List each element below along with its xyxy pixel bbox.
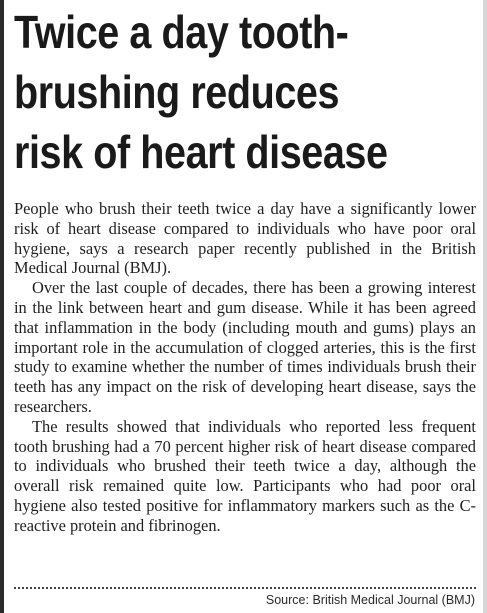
article-paragraph-1: People who brush their teeth twice a day have a significantly lower risk of heart disease compared to individuals who have poor oral hygiene, says a research paper recently published in the British Medical Journal (BMJ). <box>14 199 476 278</box>
article-headline <box>14 2 418 182</box>
footer-divider <box>14 587 476 589</box>
source-credit: Source: British Medical Journal (BMJ) <box>265 593 475 607</box>
column-left-border <box>0 0 4 613</box>
headline-line-3: risk of heart disease <box>14 126 388 178</box>
headline-line-2: brushing reduces <box>14 66 340 118</box>
column-right-border <box>483 0 487 613</box>
headline-line-1: Twice a day tooth- <box>14 6 349 58</box>
article-body <box>14 199 476 536</box>
article-paragraph-2: Over the last couple of decades, there has been a growing interest in the link between heart and gum disease. While it has been agreed that inflammation in the body (including mouth and gums) plays an important role in the accumulation of clogged arteries, this is the first study to examine whether the number of times individuals brush their teeth has any impact on the risk of developing heart disease, says the researchers. <box>14 278 476 416</box>
article-paragraph-3: The results showed that individuals who reported less frequent tooth brushing had a 70 percent higher risk of heart disease compared to individuals who brushed their teeth twice a day, although the overall risk remained quite low. Participants who had poor oral hygiene also tested positive for inflammatory markers such as the C-reactive protein and fibrinogen. <box>14 416 476 535</box>
